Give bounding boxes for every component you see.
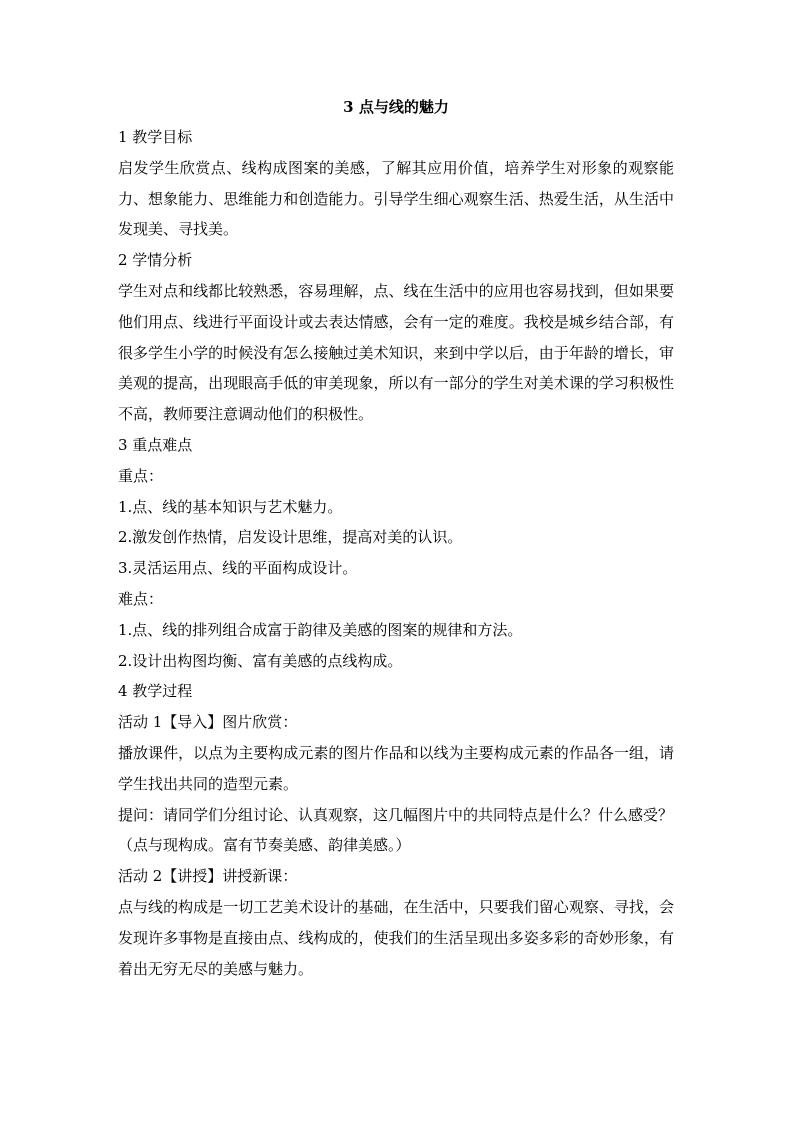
key-points-label: 重点： — [118, 466, 164, 485]
section-heading-process: 4 教学过程 — [118, 682, 193, 701]
activity-2-paragraph: 点与线的构成是一切工艺美术设计的基础，在生活中，只要我们留心观察、寻找，会发现许多事物是直接由点、线构成的，使我们的生活呈现出多姿多彩的奇妙形象，有着出无穷无尽的美感与魅力。 — [118, 897, 674, 978]
document-title: 3 点与线的魅力 — [343, 98, 449, 116]
activity-1-heading: 活动 1【导入】图片欣赏： — [118, 713, 298, 732]
key-point-item: 1.点、线的基本知识与艺术魅力。 — [118, 497, 343, 516]
section-heading-analysis: 2 学情分析 — [118, 251, 193, 270]
activity-1-paragraph: 播放课件，以点为主要构成元素的图片作品和以线为主要构成元素的作品各一组，请学生找出共同的造型元素。 — [118, 743, 674, 793]
analysis-paragraph: 学生对点和线都比较熟悉，容易理解，点、线在生活中的应用也容易找到，但如果要他们用点、线进行平面设计或去表达情感，会有一定的难度。我校是城乡结合部，有很多学生小学的时候没有怎么接触过美术知识，来到中学以后，由于年龄的增长，审美观的提高，出现眼高手低的审美现象，所以有一部分的学生对美术课的学习积极性不高，教师要注意调动他们的积极性。 — [118, 281, 674, 424]
activity-2-heading: 活动 2【讲授】讲授新课： — [118, 867, 298, 886]
key-point-item: 2.激发创作热情，启发设计思维，提高对美的认识。 — [118, 528, 463, 547]
difficulty-item: 1.点、线的排列组合成富于韵律及美感的图案的规律和方法。 — [118, 620, 523, 639]
section-heading-key-points: 3 重点难点 — [118, 435, 193, 454]
objectives-paragraph: 启发学生欣赏点、线构成图案的美感，了解其应用价值，培养学生对形象的观察能力、想象能力、思维能力和创造能力。引导学生细心观察生活、热爱生活，从生活中发现美、寻找美。 — [118, 158, 674, 239]
activity-1-answer: （点与现构成。富有节奏美感、韵律美感。） — [118, 836, 411, 855]
section-heading-objectives: 1 教学目标 — [118, 128, 193, 146]
key-point-item: 3.灵活运用点、线的平面构成设计。 — [118, 559, 358, 578]
difficulties-label: 难点： — [118, 589, 164, 608]
document-page — [118, 92, 674, 984]
activity-1-question: 提问：请同学们分组讨论、认真观察，这几幅图片中的共同特点是什么？什么感受？ — [118, 805, 674, 824]
difficulty-item: 2.设计出构图均衡、富有美感的点线构成。 — [118, 651, 403, 670]
